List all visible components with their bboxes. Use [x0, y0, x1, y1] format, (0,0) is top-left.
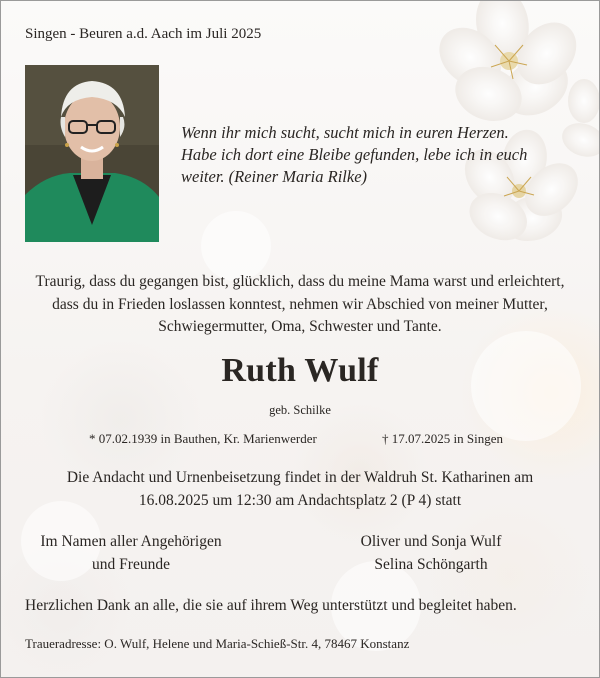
place-date-line: Singen - Beuren a.d. Aach im Juli 2025 — [25, 26, 262, 42]
signer-line: Oliver und Sonja Wulf — [360, 533, 502, 550]
death-date: † 17.07.2025 in Singen — [382, 431, 503, 446]
intro-line: Schwiegermutter, Oma, Schwester und Tante. — [158, 318, 442, 335]
signer-line: Im Namen aller Angehörigen — [40, 533, 222, 550]
signer-line: und Freunde — [92, 555, 170, 573]
service-line: Die Andacht und Urnenbeisetzung findet in der Waldruh St. Katharinen am — [66, 469, 534, 486]
mourning-address: Traueradresse: O. Wulf, Helene und Maria-Schieß-Str. 4, 78467 Konstanz — [25, 636, 410, 651]
thanks-text: Herzlichen Dank an alle, die sie auf ihrem Weg unterstützt und begleitet haben. — [25, 597, 517, 614]
service-line: 16.08.2025 um 12:30 am Andachtsplatz 2 (P 4) statt — [138, 491, 462, 509]
signer-line: Selina Schöngarth — [374, 555, 488, 573]
signers-right — [331, 531, 531, 576]
portrait-photo — [25, 65, 159, 242]
intro-line: Traurig, dass du gegangen bist, glücklich, dass du meine Mama warst und erleichtert, — [35, 273, 565, 290]
service-info — [1, 467, 599, 512]
intro-line: dass du in Frieden loslassen konntest, nehmen wir Abschied von meiner Mutter, — [52, 295, 548, 313]
quote-line: Habe ich dort eine Bleibe gefunden, lebe ich in euch — [181, 145, 528, 164]
quote-line: weiter. (Reiner Maria Rilke) — [181, 167, 368, 186]
birth-date: * 07.02.1939 in Bauthen, Kr. Marienwerder — [89, 431, 317, 446]
intro-text — [1, 271, 599, 339]
birth-name: geb. Schilke — [269, 403, 331, 417]
quote-line: Wenn ihr mich sucht, sucht mich in euren Herzen. — [181, 123, 509, 142]
deceased-name: Ruth Wulf — [221, 352, 379, 389]
signers-left — [31, 531, 231, 576]
memorial-quote — [181, 122, 561, 188]
